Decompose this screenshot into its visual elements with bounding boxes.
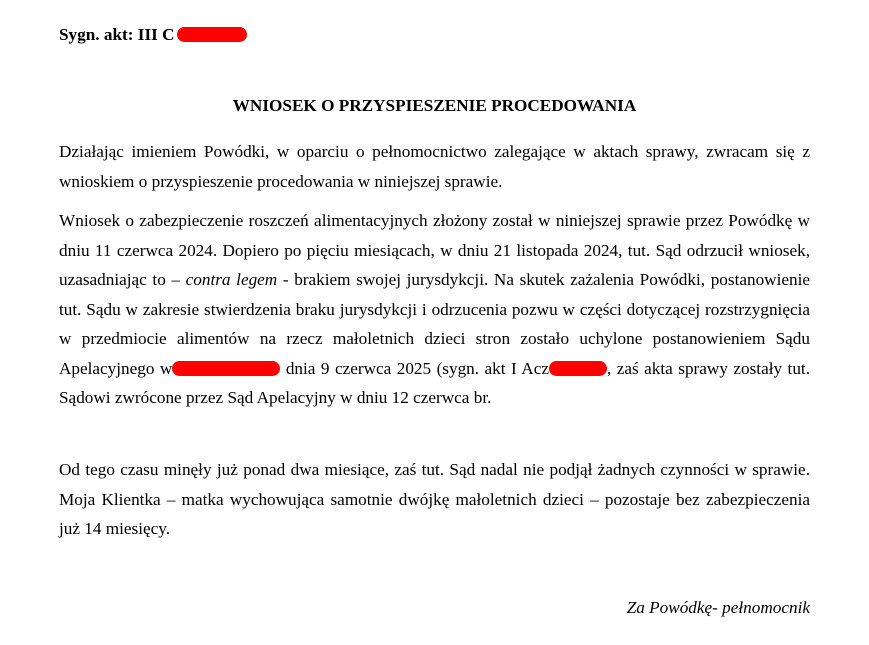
redaction-mark <box>549 361 607 376</box>
redaction-mark <box>177 27 247 42</box>
legal-term: contra legem <box>185 270 278 289</box>
paragraph-request: Od tego czasu minęły już ponad dwa miesiące, zaś tut. Sąd nadal nie podjął żadnych czynności w sprawie. Moja Klientka – matka wychowująca samotnie dwójkę małoletnich dzieci – pozostaje bez zabezpieczenia już 14 miesięcy. <box>59 460 810 538</box>
case-number <box>59 25 247 45</box>
signature-line: Za Powódkę- pełnomocnik <box>626 598 810 617</box>
paragraph-history-text-2: - brakiem swojej jurysdykcji. Na skutek zażalenia Powódki, postanowienie tut. Sądu w zakresie stwierdzenia braku jurysdykcji i odrzucenia pozwu w części dotyczącej rozstrzygnięcia w przedmiocie alimentów na rzecz małoletnich dzieci stron zostało uchylone postanowieniem Sądu Apelacyjnego w <box>59 270 810 378</box>
paragraph-intro: Działając imieniem Powódki, w oparciu o pełnomocnictwo zalegające w aktach sprawy, zwracam się z wnioskiem o przyspieszenie procedowania w niniejszej sprawie. <box>59 142 810 191</box>
redaction-mark <box>172 361 280 376</box>
paragraph-history-text-1: Wniosek o zabezpieczenie roszczeń alimentacyjnych złożony został w niniejszej sprawie przez Powódkę w dniu 11 czerwca 2024. Dopiero po pięciu miesiącach, w dniu 21 listopada 2024, tut. Sąd odrzucił wniosek, uzasadniając to – <box>59 211 810 289</box>
document-title: WNIOSEK O PRZYSPIESZENIE PROCEDOWANIA <box>232 96 637 115</box>
paragraph-history-text-4: , zaś akta sprawy zostały tut. Sądowi zwrócone przez Sąd Apelacyjny w dniu 12 czerwca br. <box>59 358 811 407</box>
case-number-label: Sygn. akt: III C <box>59 25 175 44</box>
paragraph-history <box>59 206 810 413</box>
paragraph-history-text-3: dnia 9 czerwca 2025 (sygn. akt I Acz <box>280 358 549 378</box>
